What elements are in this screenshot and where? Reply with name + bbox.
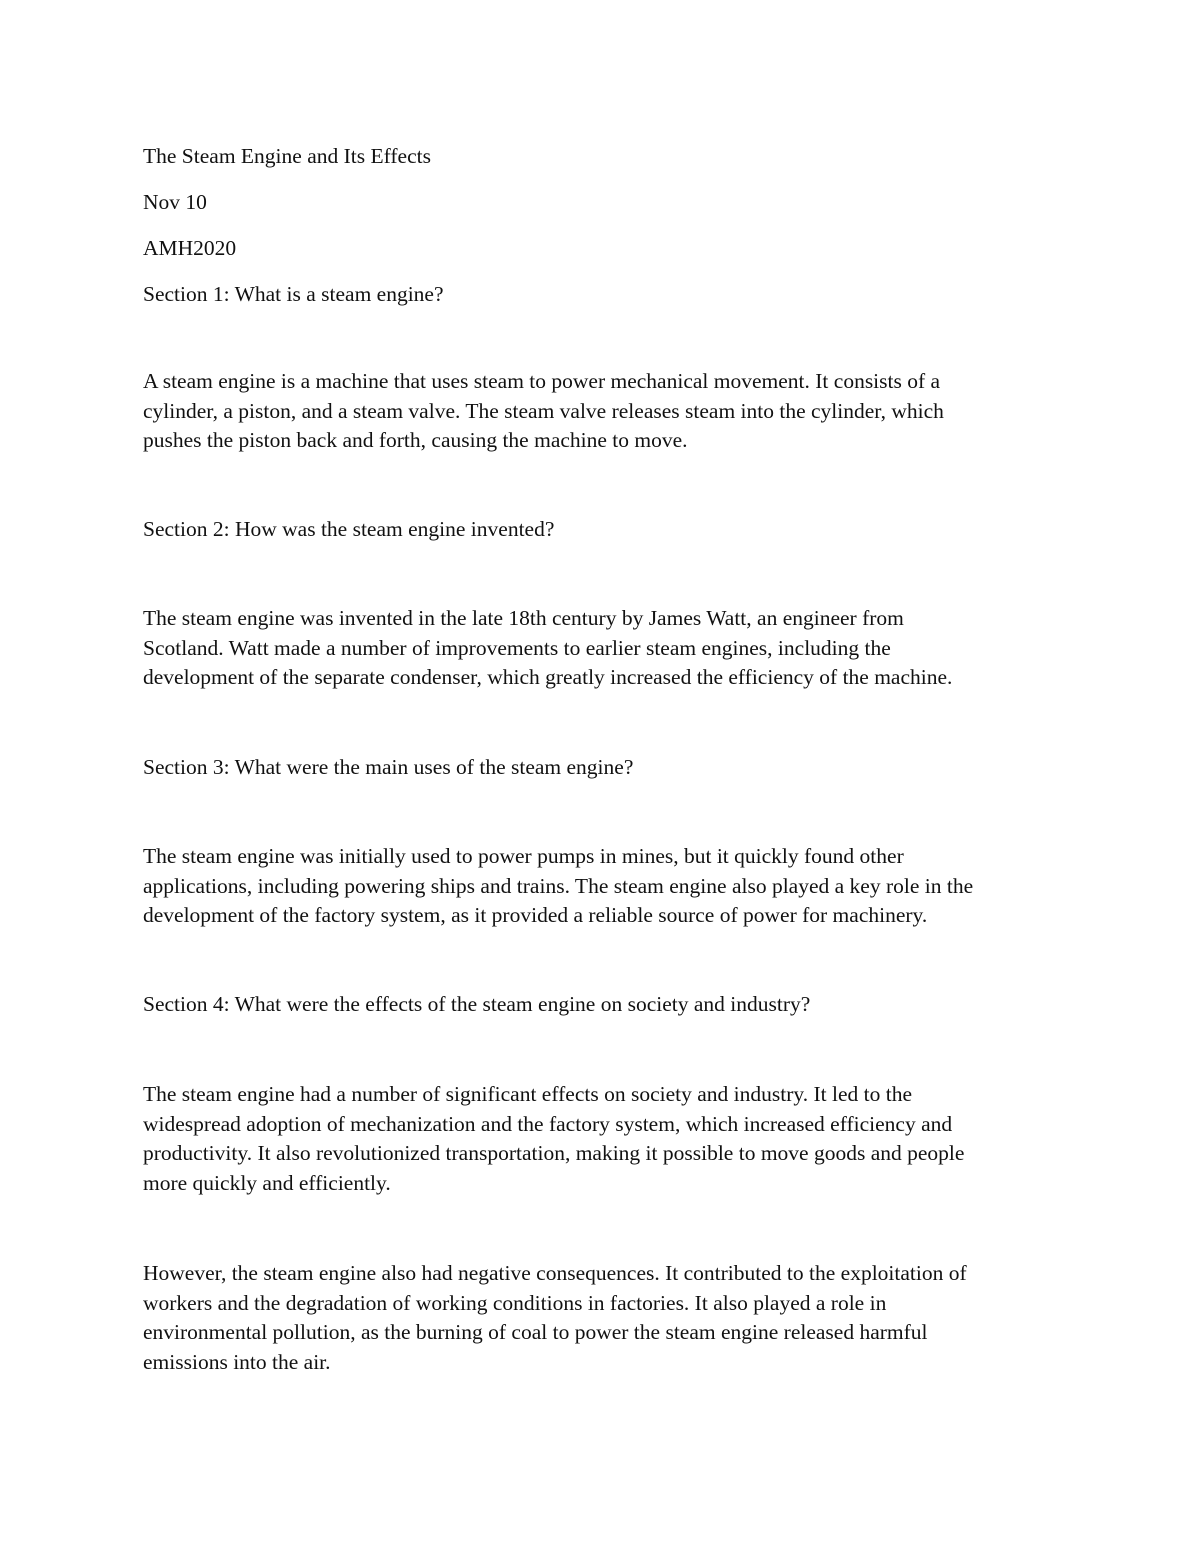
section-4-paragraph-2: However, the steam engine also had negative consequences. It contributed to the exploitation of workers and the degradation of working conditions in factories. It also played a role in environmental pollution, as the burning of coal to power the steam engine released harmful emissions into the air.	[143, 1261, 967, 1374]
course-code: AMH2020	[143, 236, 237, 260]
section-3-heading: Section 3: What were the main uses of the steam engine?	[143, 755, 634, 779]
document-title: The Steam Engine and Its Effects	[143, 144, 431, 168]
section-4-paragraph-1: The steam engine had a number of significant effects on society and industry. It led to the widespread adoption of mechanization and the factory system, which increased efficiency and productivity. It also revolutionized transportation, making it possible to move goods and people more quickly and efficiently.	[143, 1082, 965, 1195]
section-2-paragraph: The steam engine was invented in the late 18th century by James Watt, an engineer from Scotland. Watt made a number of improvements to earlier steam engines, including the development of the separate condenser, which greatly increased the efficiency of the machine.	[143, 606, 953, 689]
section-3-paragraph: The steam engine was initially used to power pumps in mines, but it quickly found other applications, including powering ships and trains. The steam engine also played a key role in the development of the factory system, as it provided a reliable source of power for machinery.	[143, 844, 974, 927]
section-4-heading: Section 4: What were the effects of the steam engine on society and industry?	[143, 992, 811, 1016]
document-date: Nov 10	[143, 190, 207, 214]
section-2-heading: Section 2: How was the steam engine invented?	[143, 517, 555, 541]
section-1-heading: Section 1: What is a steam engine?	[143, 282, 444, 306]
section-1-paragraph: A steam engine is a machine that uses steam to power mechanical movement. It consists of a cylinder, a piston, and a steam valve. The steam valve releases steam into the cylinder, which pushes the piston back and forth, causing the machine to move.	[143, 369, 944, 452]
